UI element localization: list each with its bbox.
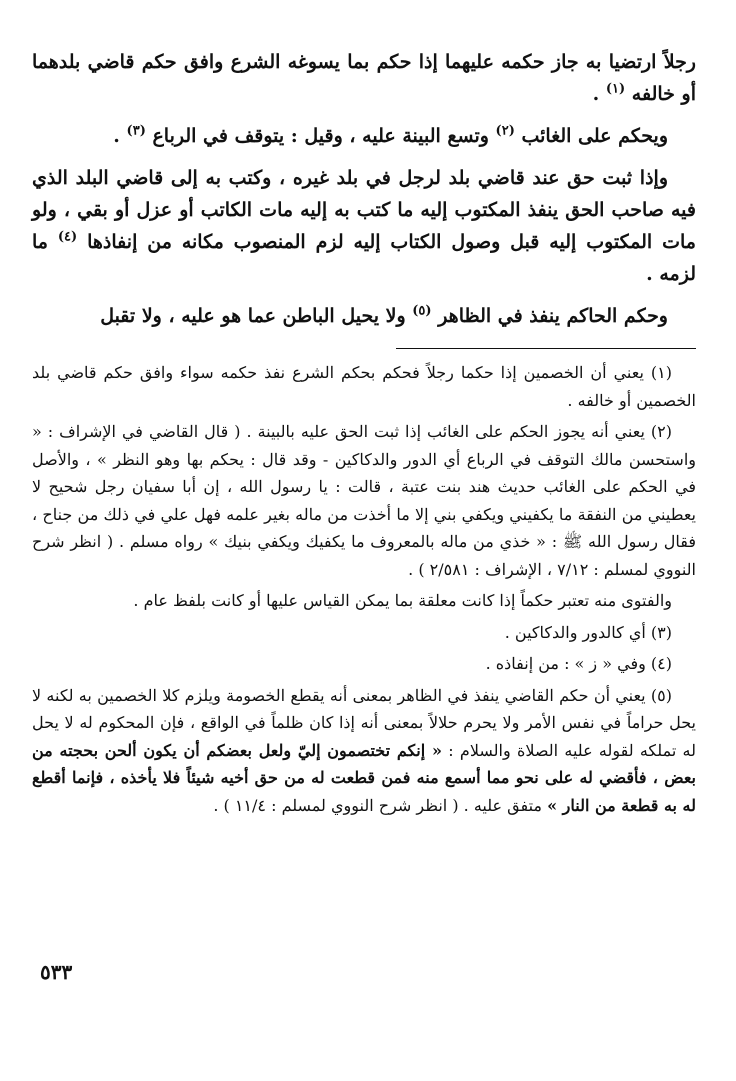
footnote-5-text-b: متفق عليه . ( انظر شرح النووي لمسلم : ١١/٤ ) . [213, 795, 542, 815]
page-number: ٥٣٣ [40, 960, 73, 984]
paragraph-2 [32, 120, 696, 152]
paragraph-1-end: . [592, 83, 600, 105]
footnote-4: (٤) وفي « ز » : من إنفاذه . [485, 654, 672, 673]
footnote-2: (٢) يعني أنه يجوز الحكم على الغائب إذا ثبت الحق عليه بالبينة . ( قال القاضي في الإشراف : « واستحسن مالك التوقف في الرباع أي الدور والدكاكين - وقد قال : يحكم بها وهو النظر » ، والأصل في الحكم على الغائب حديث هند بنت عتبة ، قالت : يا رسول الله ، إن أبا سفيان رجل شحيح لا يعطيني من النفقة ما يكفيني ويكفي بني إلا ما أخذت من ماله بغير علمه فهل علي في ذلك من جناح ، فقال رسول الله ﷺ : « خذي من ماله بالمعروف ما يكفيك ويكفي بنيك » رواه مسلم . ( انظر شرح النووي لمسلم : ٧/١٢ ، الإشراف : ٢/٥٨١ ) . [32, 422, 697, 579]
footnote-5-text-a: (٥) يعني أن حكم القاضي ينفذ في الظاهر بمعنى أنه يقطع الخصومة ويلزم كلا الخصمين به لكنه لا يحل حراماً في نفس الأمر ولا يحرم حلالاً بمعنى أنه إذا كان ظلماً في الواقع ، فإن المحكوم له لا يحل له تملكه لقوله عليه الصلاة والسلام : [32, 685, 697, 760]
footnote-1: (١) يعني أن الخصمين إذا حكما رجلاً فحكم بحكم الشرع نفذ حكمه سواء وافق حكم قاضي بلد الخصمين أو خالفه . [32, 363, 696, 410]
paragraph-3 [32, 162, 696, 290]
footnote-2-continued: والفتوى منه تعتبر حكماً إذا كانت معلقة بما يمكن القياس عليها أو كانت بلفظ عام . [133, 591, 672, 610]
footnote-ref-4[interactable]: (٤) [57, 229, 78, 245]
footnotes [32, 359, 696, 819]
paragraph-3-text-a: وإذا ثبت حق عند قاضي بلد لرجل في بلد غيره ، وكتب به إلى قاضي البلد الذي فيه صاحب الحق ينفذ المكتوب إليه ما كتب به إليه مات الكاتب أو عزل أو بقي ، ولو مات المكتوب إليه قبل وصول الكتاب إليه لزم المنصوب مكانه من إنفاذها [32, 167, 696, 253]
paragraph-3-text-b: ما لزمه . [32, 231, 696, 285]
footnote-ref-3[interactable]: (٣) [126, 123, 146, 139]
footnote-divider [396, 348, 696, 349]
paragraph-2-text-a: ويحكم على الغائب [521, 125, 668, 147]
paragraph-2-end: . [113, 125, 120, 147]
footnote-5 [32, 682, 696, 820]
footnote-ref-1[interactable]: (١) [605, 81, 626, 97]
footnote-5-hadith: « إنكم تختصمون إليّ ولعل بعضكم أن يكون ألحن بحجته من بعض ، فأقضي له على نحو مما أسمع منه فمن قطعت له من حق أخيه شيئاً فلا يأخذه ، فإنما أقطع له به قطعة من النار » [32, 740, 696, 815]
paragraph-4-text-b: ولا يحيل الباطن عما هو عليه ، ولا تقبل [100, 305, 406, 327]
footnote-ref-5[interactable]: (٥) [412, 303, 432, 319]
page-content [32, 46, 696, 823]
paragraph-4 [32, 300, 696, 332]
paragraph-1-text: رجلاً ارتضيا به جاز حكمه عليهما إذا حكم بما يسوغه الشرع وافق حكم قاضي بلدهما أو خالفه [32, 51, 696, 105]
main-text [32, 46, 696, 332]
paragraph-1 [32, 46, 696, 110]
footnote-ref-2[interactable]: (٢) [495, 123, 515, 139]
footnote-3: (٣) أي كالدور والدكاكين . [504, 622, 672, 642]
paragraph-4-text-a: وحكم الحاكم ينفذ في الظاهر [438, 305, 668, 327]
paragraph-2-text-b: وتسع البينة عليه ، وقيل : يتوقف في الرباع [152, 125, 489, 147]
